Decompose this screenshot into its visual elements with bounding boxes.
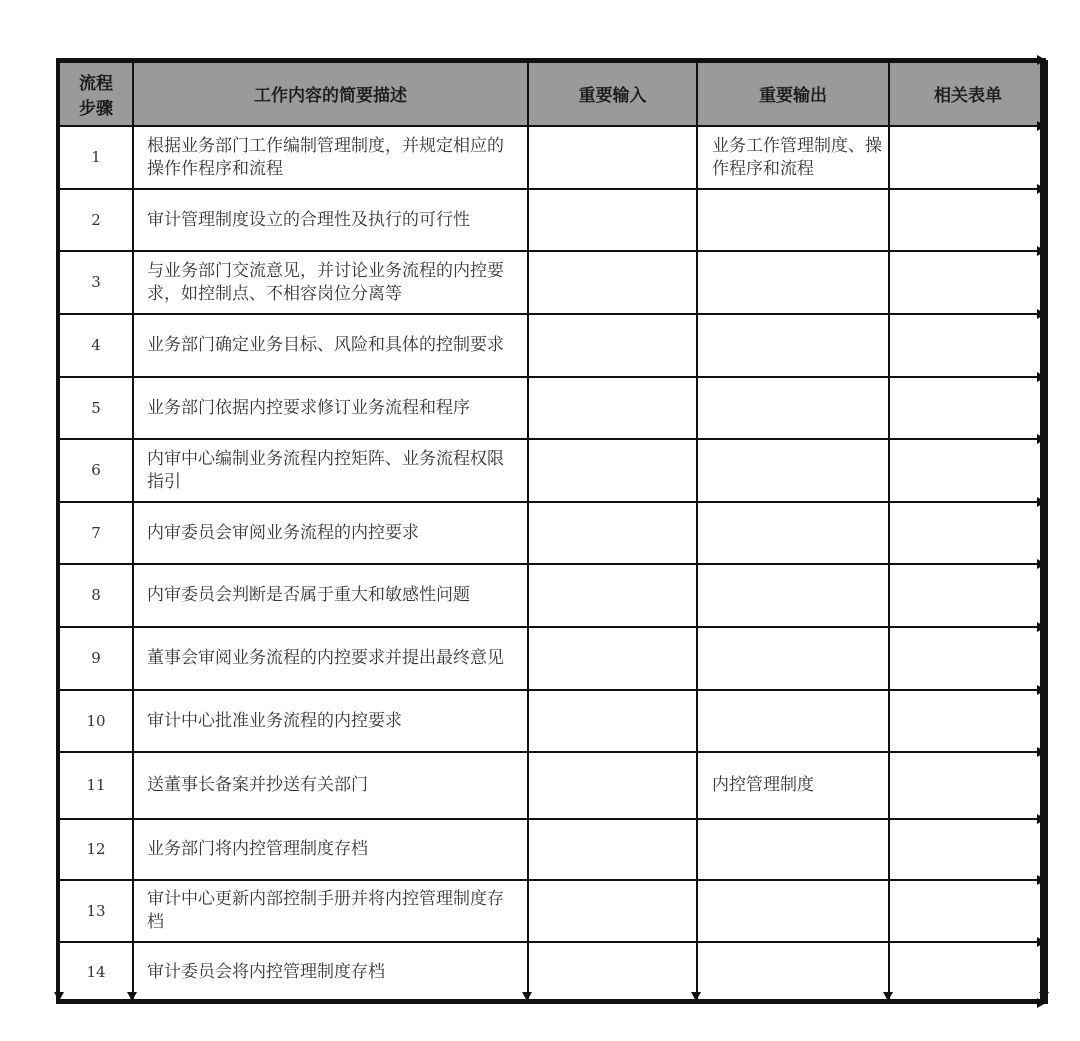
step-description: 审计管理制度设立的合理性及执行的可行性 xyxy=(133,189,528,251)
step-output xyxy=(697,819,889,880)
step-forms xyxy=(889,752,1047,819)
table-row xyxy=(59,690,1047,752)
table-row xyxy=(59,627,1047,690)
step-input xyxy=(528,564,697,627)
step-number: 3 xyxy=(59,251,133,314)
step-description: 送董事长备案并抄送有关部门 xyxy=(133,752,528,819)
header-input: 重要输入 xyxy=(528,61,697,126)
step-number: 14 xyxy=(59,942,133,1003)
step-description: 董事会审阅业务流程的内控要求并提出最终意见 xyxy=(133,627,528,690)
step-input xyxy=(528,502,697,564)
step-input xyxy=(528,251,697,314)
step-input xyxy=(528,819,697,880)
header-step xyxy=(59,61,133,126)
step-number: 13 xyxy=(59,880,133,942)
step-number: 12 xyxy=(59,819,133,880)
step-description: 审计中心更新内部控制手册并将内控管理制度存档 xyxy=(133,880,528,942)
step-input xyxy=(528,314,697,377)
table-row xyxy=(59,942,1047,1003)
step-input xyxy=(528,439,697,502)
step-forms xyxy=(889,564,1047,627)
step-output: 业务工作管理制度、操作程序和流程 xyxy=(697,126,889,189)
step-number: 4 xyxy=(59,314,133,377)
step-description: 审计委员会将内控管理制度存档 xyxy=(133,942,528,1003)
step-output xyxy=(697,880,889,942)
process-table-container xyxy=(58,60,1046,1003)
step-forms xyxy=(889,880,1047,942)
header-row xyxy=(59,61,1047,126)
step-number: 1 xyxy=(59,126,133,189)
step-forms xyxy=(889,189,1047,251)
step-forms xyxy=(889,377,1047,439)
step-output xyxy=(697,439,889,502)
step-output xyxy=(697,502,889,564)
header-step-line1: 流程 xyxy=(79,73,113,94)
process-table xyxy=(58,60,1048,1004)
table-row xyxy=(59,819,1047,880)
table-row xyxy=(59,377,1047,439)
header-forms: 相关表单 xyxy=(889,61,1047,126)
step-output xyxy=(697,942,889,1003)
step-forms xyxy=(889,314,1047,377)
table-row xyxy=(59,564,1047,627)
step-description: 审计中心批准业务流程的内控要求 xyxy=(133,690,528,752)
step-description: 与业务部门交流意见，并讨论业务流程的内控要求，如控制点、不相容岗位分离等 xyxy=(133,251,528,314)
step-forms xyxy=(889,502,1047,564)
step-forms xyxy=(889,627,1047,690)
step-number: 11 xyxy=(59,752,133,819)
step-forms xyxy=(889,251,1047,314)
step-description: 内审委员会判断是否属于重大和敏感性问题 xyxy=(133,564,528,627)
table-row xyxy=(59,502,1047,564)
step-description: 业务部门确定业务目标、风险和具体的控制要求 xyxy=(133,314,528,377)
step-output: 内控管理制度 xyxy=(697,752,889,819)
step-output xyxy=(697,690,889,752)
header-description: 工作内容的简要描述 xyxy=(133,61,528,126)
step-input xyxy=(528,942,697,1003)
step-input xyxy=(528,126,697,189)
step-description: 根据业务部门工作编制管理制度，并规定相应的操作作程序和流程 xyxy=(133,126,528,189)
step-number: 7 xyxy=(59,502,133,564)
step-output xyxy=(697,189,889,251)
step-forms xyxy=(889,126,1047,189)
step-output xyxy=(697,564,889,627)
step-output xyxy=(697,314,889,377)
step-description: 内审中心编制业务流程内控矩阵、业务流程权限指引 xyxy=(133,439,528,502)
step-input xyxy=(528,690,697,752)
step-number: 2 xyxy=(59,189,133,251)
step-description: 内审委员会审阅业务流程的内控要求 xyxy=(133,502,528,564)
table-row xyxy=(59,126,1047,189)
step-description: 业务部门依据内控要求修订业务流程和程序 xyxy=(133,377,528,439)
step-input xyxy=(528,377,697,439)
header-step-line2: 步骤 xyxy=(79,98,113,119)
step-forms xyxy=(889,690,1047,752)
table-row xyxy=(59,189,1047,251)
table-row xyxy=(59,752,1047,819)
table-row xyxy=(59,880,1047,942)
step-output xyxy=(697,251,889,314)
step-input xyxy=(528,752,697,819)
step-output xyxy=(697,627,889,690)
table-row xyxy=(59,439,1047,502)
step-number: 6 xyxy=(59,439,133,502)
table-row xyxy=(59,314,1047,377)
step-input xyxy=(528,880,697,942)
step-number: 5 xyxy=(59,377,133,439)
step-number: 9 xyxy=(59,627,133,690)
step-forms xyxy=(889,819,1047,880)
step-output xyxy=(697,377,889,439)
step-input xyxy=(528,189,697,251)
step-input xyxy=(528,627,697,690)
step-forms xyxy=(889,439,1047,502)
step-forms xyxy=(889,942,1047,1003)
header-output: 重要输出 xyxy=(697,61,889,126)
step-number: 8 xyxy=(59,564,133,627)
step-description: 业务部门将内控管理制度存档 xyxy=(133,819,528,880)
step-number: 10 xyxy=(59,690,133,752)
table-row xyxy=(59,251,1047,314)
